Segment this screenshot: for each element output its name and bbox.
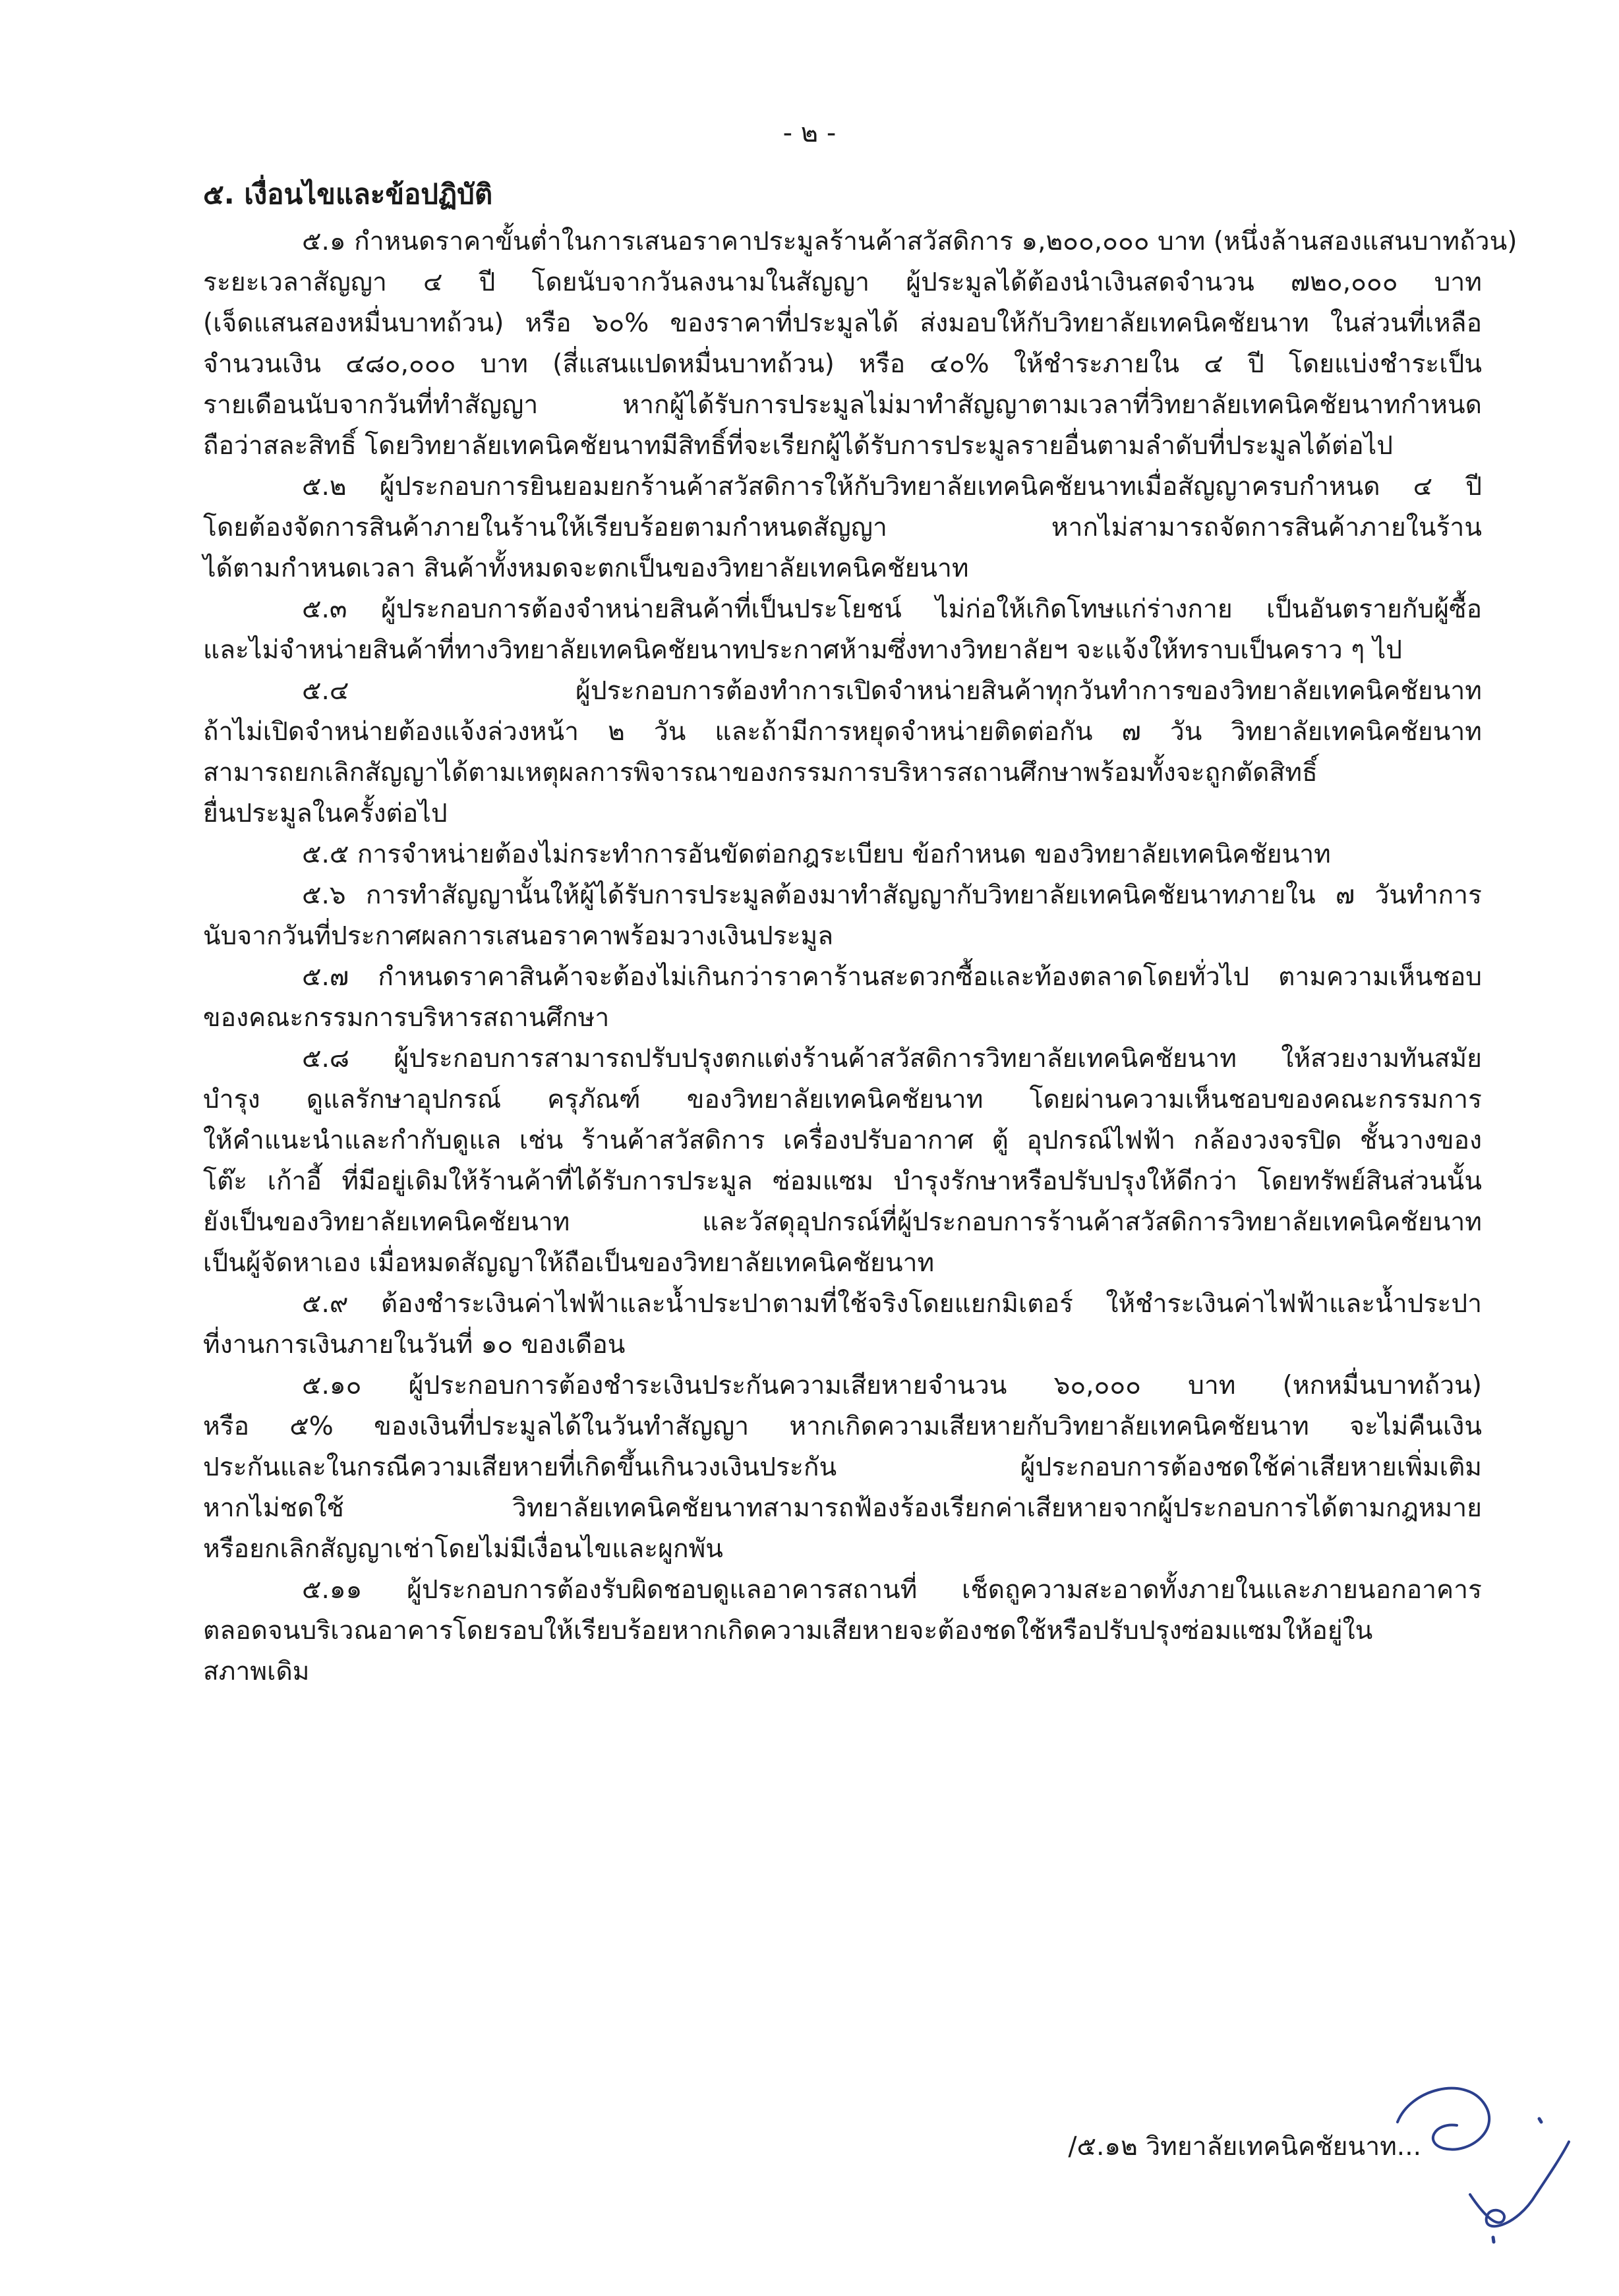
clause-line: ที่งานการเงินภายในวันที่ ๑๐ ของเดือน bbox=[203, 1330, 626, 1360]
clause-9 bbox=[203, 1284, 1482, 1365]
clause-line: ๕.๙ ต้องชำระเงินค่าไฟฟ้าและน้ำประปาตามที่ใช้จริงโดยแยกมิเตอร์ ให้ชำระเงินค่าไฟฟ้าและน้ำประปา bbox=[302, 1289, 1482, 1319]
handwritten-signature bbox=[1371, 2063, 1582, 2254]
clause-4 bbox=[203, 671, 1482, 834]
clause-line: รายเดือนนับจากวันที่ทำสัญญา หากผู้ได้รับการประมูลไม่มาทำสัญญาตามเวลาที่วิทยาลัยเทคนิคชัยนาทกำหนด bbox=[203, 390, 1482, 420]
clause-line: ๕.๘ ผู้ประกอบการสามารถปรับปรุงตกแต่งร้านค้าสวัสดิการวิทยาลัยเทคนิคชัยนาท ให้สวยงามทันสมัย bbox=[302, 1044, 1482, 1074]
clause-line: ตลอดจนบริเวณอาคารโดยรอบให้เรียบร้อยหากเกิดความเสียหายจะต้องชดใช้หรือปรับปรุงซ่อมแซมให้อยู่ใน bbox=[203, 1616, 1373, 1646]
clause-line: ๕.๖ การทำสัญญานั้นให้ผู้ได้รับการประมูลต้องมาทำสัญญากับวิทยาลัยเทคนิคชัยนาทภายใน ๗ วันทำการ bbox=[302, 880, 1482, 910]
clause-line: ให้คำแนะนำและกำกับดูแล เช่น ร้านค้าสวัสดิการ เครื่องปรับอากาศ ตู้ อุปกรณ์ไฟฟ้า กล้องวงจรปิด ชั้นวางของ bbox=[203, 1126, 1482, 1155]
clause-7 bbox=[203, 957, 1482, 1039]
clause-11 bbox=[203, 1570, 1482, 1692]
clause-line: ของคณะกรรมการบริหารสถานศึกษา bbox=[203, 1003, 610, 1033]
clause-line: ยังเป็นของวิทยาลัยเทคนิคชัยนาท และวัสดุอุปกรณ์ที่ผู้ประกอบการร้านค้าสวัสดิการวิทยาลัยเทคนิคชัยนาท bbox=[203, 1207, 1482, 1237]
section-heading: ๕. เงื่อนไขและข้อปฏิบัติ bbox=[203, 178, 493, 210]
clause-1 bbox=[203, 221, 1517, 467]
page-number: - ๒ - bbox=[782, 118, 837, 148]
clause-line: ยื่นประมูลในครั้งต่อไป bbox=[203, 799, 448, 828]
clause-line: บำรุง ดูแลรักษาอุปกรณ์ ครุภัณฑ์ ของวิทยาลัยเทคนิคชัยนาท โดยผ่านความเห็นชอบของคณะกรรมการ bbox=[203, 1085, 1482, 1114]
clause-line: ถือว่าสละสิทธิ์ โดยวิทยาลัยเทคนิคชัยนาทมีสิทธิ์ที่จะเรียกผู้ได้รับการประมูลรายอื่นตามลำดับที่ประมูลได้ต่อไป bbox=[203, 431, 1394, 461]
clause-line: ๕.๔ ผู้ประกอบการต้องทำการเปิดจำหน่ายสินค้าทุกวันทำการของวิทยาลัยเทคนิคชัยนาท bbox=[302, 676, 1482, 706]
clause-line: สภาพเดิม bbox=[203, 1657, 310, 1686]
clause-line: และไม่จำหน่ายสินค้าที่ทางวิทยาลัยเทคนิคชัยนาทประกาศห้ามซึ่งทางวิทยาลัยฯ จะแจ้งให้ทราบเป็นคราว ๆ ไป bbox=[203, 635, 1402, 665]
clause-line: (เจ็ดแสนสองหมื่นบาทถ้วน) หรือ ๖๐% ของราคาที่ประมูลได้ ส่งมอบให้กับวิทยาลัยเทคนิคชัยนาท ในส่วนที่เหลือ bbox=[203, 308, 1482, 338]
clause-line: ๕.๑๐ ผู้ประกอบการต้องชำระเงินประกันความเสียหายจำนวน ๖๐,๐๐๐ บาท (หกหมื่นบาทถ้วน) bbox=[302, 1371, 1482, 1400]
clause-line: ๕.๑ กำหนดราคาขั้นต่ำในการเสนอราคาประมูลร้านค้าสวัสดิการ ๑,๒๐๐,๐๐๐ บาท (หนึ่งล้านสองแสนบาทถ้วน) bbox=[302, 227, 1517, 256]
clause-line: สามารถยกเลิกสัญญาได้ตามเหตุผลการพิจารณาของกรรมการบริหารสถานศึกษาพร้อมทั้งจะถูกตัดสิทธิ์ bbox=[203, 758, 1318, 788]
clause-line: ๕.๓ ผู้ประกอบการต้องจำหน่ายสินค้าที่เป็นประโยชน์ ไม่ก่อให้เกิดโทษแก่ร่างกาย เป็นอันตรายกับผู้ซื้อ bbox=[302, 594, 1482, 624]
clause-line: ประกันและในกรณีความเสียหายที่เกิดขึ้นเกินวงเงินประกัน ผู้ประกอบการต้องชดใช้ค่าเสียหายเพิ่มเติม bbox=[203, 1452, 1482, 1482]
clause-line: โดยต้องจัดการสินค้าภายในร้านให้เรียบร้อยตามกำหนดสัญญา หากไม่สามารถจัดการสินค้าภายในร้าน bbox=[203, 513, 1482, 542]
clause-line: เป็นผู้จัดหาเอง เมื่อหมดสัญญาให้ถือเป็นของวิทยาลัยเทคนิคชัยนาท bbox=[203, 1248, 935, 1278]
clause-line: ๕.๕ การจำหน่ายต้องไม่กระทำการอันขัดต่อกฎระเบียบ ข้อกำหนด ของวิทยาลัยเทคนิคชัยนาท bbox=[302, 840, 1331, 869]
continuation-reference: /๕.๑๒ วิทยาลัยเทคนิคชัยนาท... bbox=[1068, 2132, 1421, 2162]
clause-line: หรือ ๕% ของเงินที่ประมูลได้ในวันทำสัญญา หากเกิดความเสียหายกับวิทยาลัยเทคนิคชัยนาท จะไม่คืนเงิน bbox=[203, 1412, 1482, 1441]
clause-line: ๕.๑๑ ผู้ประกอบการต้องรับผิดชอบดูแลอาคารสถานที่ เช็ดถูความสะอาดทั้งภายในและภายนอกอาคาร bbox=[302, 1575, 1482, 1605]
clause-list bbox=[203, 221, 1517, 1692]
clause-3 bbox=[203, 589, 1482, 671]
clause-6 bbox=[203, 875, 1482, 957]
clause-line: จำนวนเงิน ๔๘๐,๐๐๐ บาท (สี่แสนแปดหมื่นบาทถ้วน) หรือ ๔๐% ให้ชำระภายใน ๔ ปี โดยแบ่งชำระเป็น bbox=[203, 349, 1482, 379]
clause-8 bbox=[203, 1039, 1482, 1284]
clause-line: ถ้าไม่เปิดจำหน่ายต้องแจ้งล่วงหน้า ๒ วัน และถ้ามีการหยุดจำหน่ายติดต่อกัน ๗ วัน วิทยาลัยเทคนิคชัยนาท bbox=[203, 717, 1482, 747]
clause-line: ๕.๒ ผู้ประกอบการยินยอมยกร้านค้าสวัสดิการให้กับวิทยาลัยเทคนิคชัยนาทเมื่อสัญญาครบกำหนด ๔ ปี bbox=[302, 472, 1482, 502]
clause-line: โต๊ะ เก้าอี้ ที่มีอยู่เดิมให้ร้านค้าที่ได้รับการประมูล ซ่อมแซม บำรุงรักษาหรือปรับปรุงให้ดีกว่า โดยทรัพย์สินส่วนนั้น bbox=[203, 1166, 1482, 1196]
clause-line: ได้ตามกำหนดเวลา สินค้าทั้งหมดจะตกเป็นของวิทยาลัยเทคนิคชัยนาท bbox=[203, 554, 969, 583]
clause-line: หากไม่ชดใช้ วิทยาลัยเทคนิคชัยนาทสามารถฟ้องร้องเรียกค่าเสียหายจากผู้ประกอบการได้ตามกฎหมาย bbox=[203, 1493, 1482, 1523]
clause-line: ๕.๗ กำหนดราคาสินค้าจะต้องไม่เกินกว่าราคาร้านสะดวกซื้อและท้องตลาดโดยทั่วไป ตามความเห็นชอบ bbox=[302, 962, 1482, 992]
clause-10 bbox=[203, 1365, 1482, 1570]
clause-line: ระยะเวลาสัญญา ๔ ปี โดยนับจากวันลงนามในสัญญา ผู้ประมูลได้ต้องนำเงินสดจำนวน ๗๒๐,๐๐๐ บาท bbox=[203, 268, 1482, 297]
clause-2 bbox=[203, 467, 1482, 589]
conditions-section bbox=[203, 173, 1517, 1692]
clause-5 bbox=[203, 834, 1482, 875]
clause-line: นับจากวันที่ประกาศผลการเสนอราคาพร้อมวางเงินประมูล bbox=[203, 921, 834, 951]
clause-line: หรือยกเลิกสัญญาเช่าโดยไม่มีเงื่อนไขและผูกพัน bbox=[203, 1534, 723, 1564]
